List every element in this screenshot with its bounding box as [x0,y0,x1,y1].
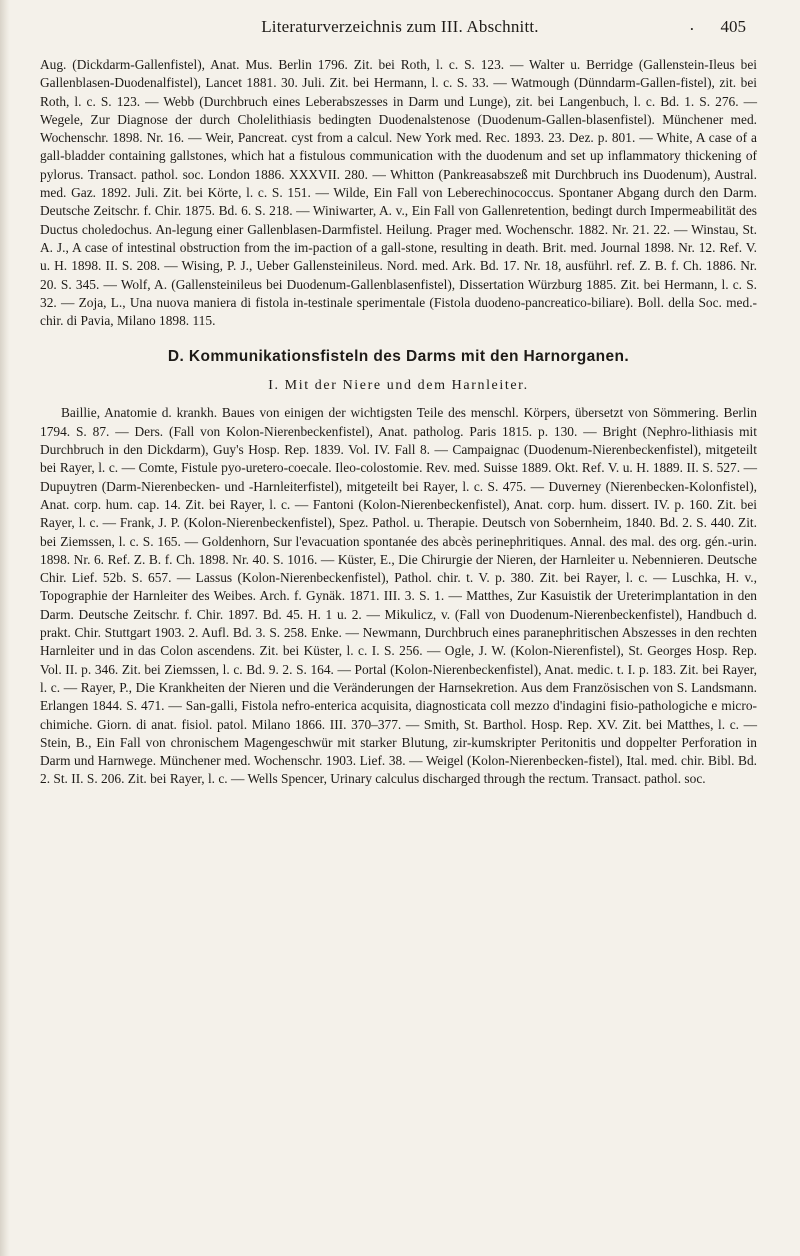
section-heading: D. Kommunikationsfisteln des Darms mit den Harnorganen. [167,348,630,366]
bibliography-paragraph: Baillie, Anatomie d. krankh. Baues von einigen der wichtigsten Teile des menschl. Körpers, übersetzt von Sömmering. Berlin 1794. S. 87. — Ders. (Fall von Kolon-Nierenbeckenfistel), Anat. patholog. Paris 1815. p. 130. — Bright (Nephro-lithiasis mit Durchbruch in den Dickdarm), Guy's Hosp. Rep. 1839. Vol. IV. Fall 8. — Campaignac (Duodenum-Nierenbeckenfistel), mitgeteilt bei Rayer, l. c. — Comte, Fistule pyo-uretero-coecale. Ileo-colostomie. Rev. med. Suisse 1889. Okt. Ref. V. u. H. 1889. II. S. 527. — Dupuytren (Darm-Nierenbecken- und -Harnleiterfistel), mitgeteilt bei Rayer, l. c. S. 475. — Duverney (Nierenbecken-Kolonfistel), Anat. corp. hum. cap. 14. Zit. bei Rayer, l. c. — Fantoni (Kolon-Nierenbeckenfistel), Anat. corp. hum. dissert. IV. p. 160. Zit. bei Rayer, l. c. — Frank, J. P. (Kolon-Nierenbeckenfistel), Spez. Pathol. u. Therapie. Deutsch von Sobernheim, 1840. Bd. 2. S. 440. Zit. bei Ziemssen, l. c. S. 165. — Goldenhorn, Sur l'evacuation spontanée des abcès perinephritiques. Annal. des mal. des org. gén.-urin. 1898. Nr. 6. Ref. Z. B. f. Ch. 1898. Nr. 40. S. 1016. — Küster, E., Die Chirurgie der Nieren, der Harnleiter u. Nebennieren. Deutsche Chir. Lief. 52b. S. 657. — Lassus (Kolon-Nierenbeckenfistel), Pathol. chir. t. V. p. 380. Zit. bei Rayer, l. c. — Luschka, H. v., Topographie der Harnleiter des Weibes. Arch. f. Gynäk. 1871. III. 3. S. 1. — Matthes, Zur Kasuistik der Ureterimplantation in den Darm. Deutsche Zeitschr. f. Chir. 1897. Bd. 45. H. 1 u. 2. — Mikulicz, v. (Fall von Duodenum-Nierenbeckenfistel), Handbuch d. prakt. Chir. Stuttgart 1903. 2. Aufl. Bd. 3. S. 258. Enke. — Newmann, Durchbruch eines paranephritischen Abszesses in den rechten Harnleiter und in das Colon ascendens. Zit. bei Küster, l. c. I. S. 256. — Ogle, J. W. (Kolon-Nierenfistel), St. Georges Hosp. Rep. Vol. II. p. 346. Zit. bei Ziemssen, l. c. Bd. 9. 2. S. 164. — Portal (Kolon-Nierenbeckenfistel), Anat. medic. t. I. p. 183. Zit. bei Rayer, l. c. — Rayer, P., Die Krankheiten der Nieren und die Veränderungen der Harnsekretion. Aus dem Französischen von S. Landsmann. Erlangen 1844. S. 471. — San-galli, Fistola nefro-enterica acquisita, diagnosticata coll mezzo d'indagini fisio-pathologiche e micro-chimiche. Giorn. di anat. fisiol. patol. Milano 1866. III. 370–377. — Smith, St. Barthol. Hosp. Rep. XV. Zit. bei Matthes, l. c. — Stein, B., Ein Fall von chronischem Magengeschwür mit starker Blutung, zir-kumskripter Peritonitis und doppelter Perforation in Darm und Harnwege. Münchener med. Wochenschr. 1903. Lief. 38. — Weigel (Kolon-Nierenbecken-fistel), Ital. med. chir. Bibl. Bd. 2. St. II. S. 206. Zit. bei Rayer, l. c. — Wells Spencer, Urinary calculus discharged through the rectum. Transact. pathol. soc. [40,405,757,787]
header-dot: . [689,15,694,34]
running-header [0,17,800,39]
page-body [40,56,757,789]
subsection-heading: I. Mit der Niere und dem Harnleiter. [268,378,529,394]
bibliography-paragraph-continued: Aug. (Dickdarm-Gallenfistel), Anat. Mus. Berlin 1796. Zit. bei Roth, l. c. S. 123. — Walter u. Berridge (Gallenstein-Ileus bei Gallenblasen-Duodenalfistel), Lancet 1881. 30. Juli. Zit. bei Hermann, l. c. S. 33. — Watmough (Dünndarm-Gallen-fistel), zit. bei Roth, l. c. S. 123. — Webb (Durchbruch eines Leberabszesses in Darm und Lunge), zit. bei Langenbuch, l. c. Bd. 1. S. 276. — Wegele, Zur Diagnose der durch Cholelithiasis bedingten Duodenalstenose (Duodenum-Gallen-blasenfistel). Münchener med. Wochenschr. 1898. Nr. 16. — Weir, Pancreat. cyst from a calcul. New York med. Rec. 1893. 23. Dez. p. 801. — White, A case of a gall-bladder containing gallstones, which hat a fistulous communication with the duodenum and set up inflammatory thickening of pylorus. Transact. pathol. soc. London 1886. XXXVII. 280. — Whitton (Pankreasabszeß mit Durchbruch ins Duodenum), Austral. med. Gaz. 1892. Juli. Zit. bei Körte, l. c. S. 151. — Wilde, Ein Fall von Leberechinococcus. Spontaner Abgang durch den Darm. Deutsche Zeitschr. f. Chir. 1875. Bd. 6. S. 218. — Winiwarter, A. v., Ein Fall von Gallenretention, bedingt durch Impermeabilität des Ductus choledochus. An-legung einer Gallenblasen-Darmfistel. Heilung. Prager med. Wochenschr. 1882. Nr. 21. 22. — Winstau, St. A. J., A case of intestinal obstruction from the im-paction of a gall-stone, resulting in death. Brit. med. Journal 1898. Nr. 12. Ref. V. u. H. 1898. II. S. 208. — Wising, P. J., Ueber Gallensteinileus. Nord. med. Ark. Bd. 17. Nr. 18, ausführl. ref. Z. B. f. Ch. 1886. Nr. 20. S. 345. — Wolf, A. (Gallensteinileus bei Duodenum-Gallenblasenfistel), Dissertation Würzburg 1885. Zit. bei Hermann, l. c. S. 32. — Zoja, L., Una nuova maniera di fistola in-testinale sperimentale (Fistola duodeno-pancreatico-biliare). Boll. della Soc. med.-chir. di Pavia, Milano 1898. 115. [40,57,757,329]
running-header-title: Literaturverzeichnis zum III. Abschnitt. [261,17,539,36]
page-binding-edge [0,0,10,1256]
page-number: 405 [720,17,746,36]
